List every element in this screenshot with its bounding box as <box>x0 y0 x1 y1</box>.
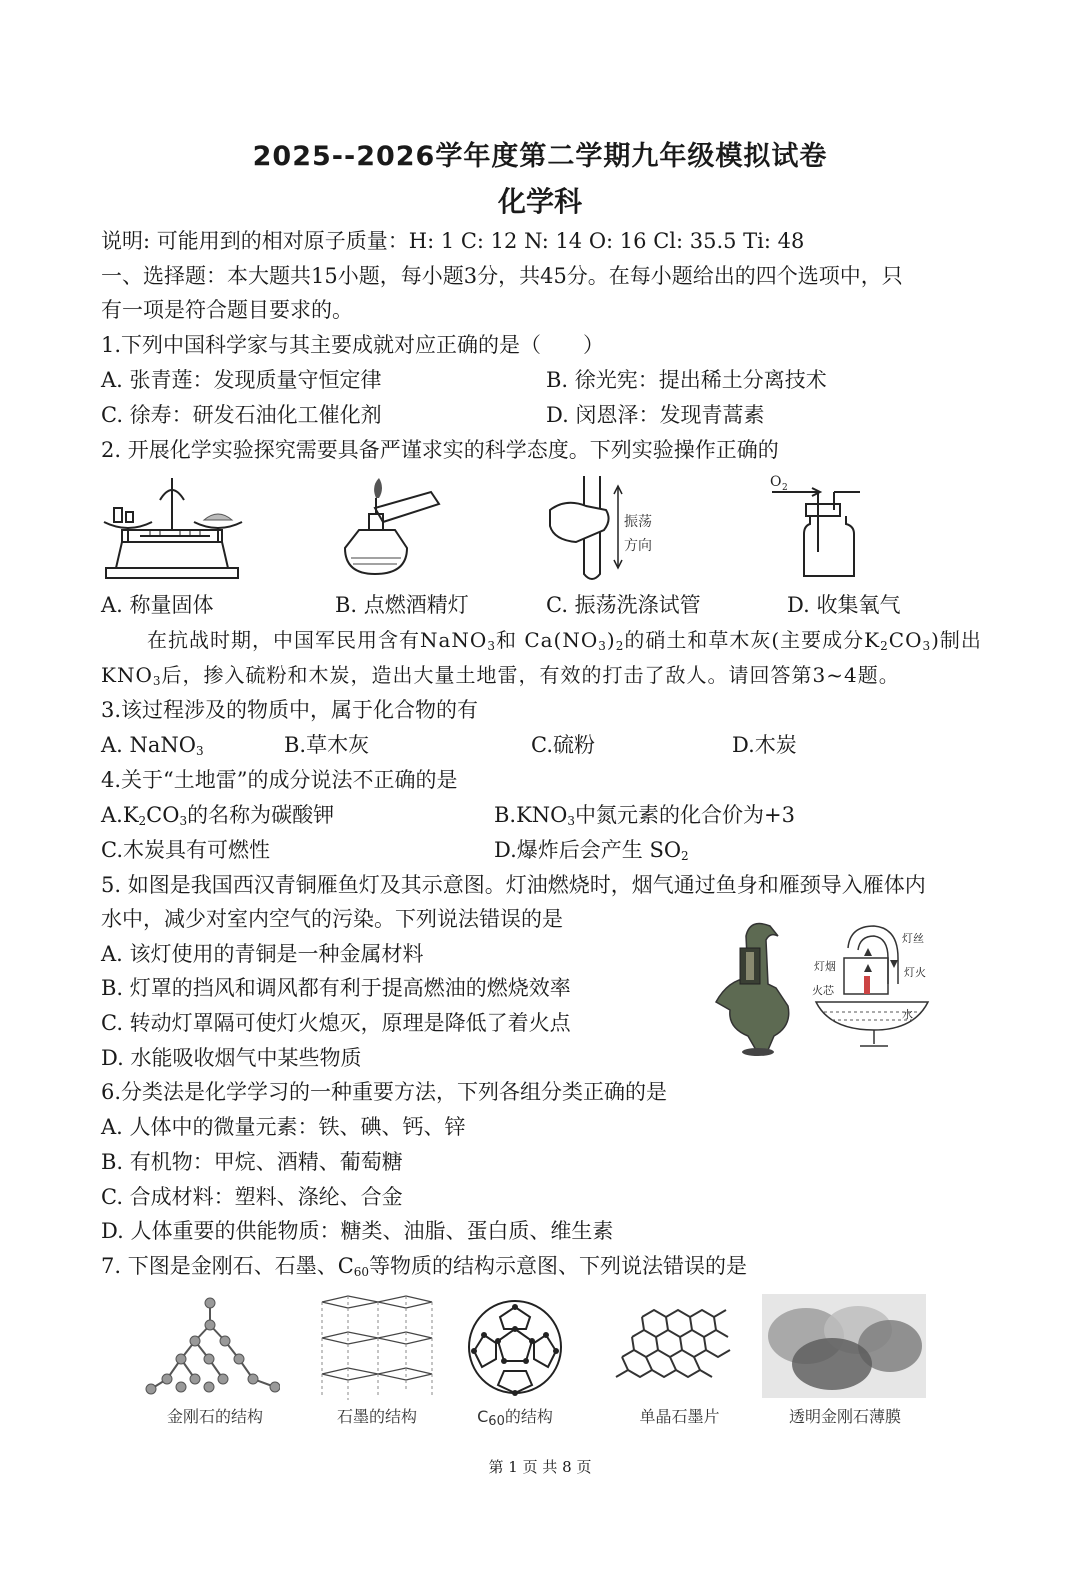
q2-option-c: C. 振荡洗涤试管 <box>546 593 701 617</box>
section-header-line2: 有一项是符合题目要求的。 <box>101 298 353 322</box>
q2-fig-c-label1: 振荡 <box>624 514 652 530</box>
q1-option-d: D. 闵恩泽：发现青蒿素 <box>546 403 765 427</box>
exam-title: 2025--2026学年度第二学期九年级模拟试卷 <box>252 141 828 172</box>
q5-option-b: B. 灯罩的挡风和调风都有利于提高燃油的燃烧效率 <box>101 976 571 1000</box>
q5-label-shui: 水 <box>902 1008 913 1021</box>
q2-stem: 2. 开展化学实验探究需要具备严谨求实的科学态度。下列实验操作正确的 <box>101 438 779 462</box>
q2-option-d: D. 收集氧气 <box>787 593 901 617</box>
graphite-structure-figure <box>318 1292 436 1404</box>
q3-option-d: D.木炭 <box>732 733 797 757</box>
q4-option-c: C.木炭具有可燃性 <box>101 838 270 862</box>
q1-option-b: B. 徐光宪：提出稀土分离技术 <box>546 368 827 392</box>
q4-stem: 4.关于“土地雷”的成分说法不正确的是 <box>101 768 458 792</box>
q6-stem: 6.分类法是化学学习的一种重要方法，下列各组分类正确的是 <box>101 1080 668 1104</box>
q2-fig-d-label: O <box>770 474 782 490</box>
q5-label-denghuo: 灯火 <box>904 966 926 979</box>
note-line: 说明: 可能用到的相对原子质量：H: 1 C: 12 N: 14 O: 16 Cl: 35.5 Ti: 48 <box>101 229 805 253</box>
c60-structure-figure <box>460 1295 570 1400</box>
q1-stem: 1.下列中国科学家与其主要成就对应正确的是（ ） <box>101 333 605 357</box>
q7-caption-c60: $C_{60}$的结构 <box>477 1407 553 1429</box>
q5-label-huoxin: 火芯 <box>812 984 834 997</box>
q6-option-b: B. 有机物：甲烷、酒精、葡萄糖 <box>101 1150 403 1174</box>
q1-option-c: C. 徐寿：研发石油化工催化剂 <box>101 403 382 427</box>
q6-option-a: A. 人体中的微量元素：铁、碘、钙、锌 <box>101 1115 466 1139</box>
gas-bottle-figure <box>768 470 868 585</box>
q2-option-a: A. 称量固体 <box>101 593 214 617</box>
passage-line2: $KNO_3$后，掺入硫粉和木炭，造出大量土地雷，有效的打击了敌人。请回答第3~4题。 <box>101 663 900 688</box>
graphene-figure <box>612 1297 744 1397</box>
bronze-lamp-figure <box>708 918 808 1058</box>
q2-option-b: B. 点燃酒精灯 <box>335 593 469 617</box>
q5-option-a: A. 该灯使用的青铜是一种金属材料 <box>101 942 424 966</box>
q7-stem: 7. 下图是金刚石、石墨、$C_{60}$等物质的结构示意图、下列说法错误的是 <box>101 1254 748 1279</box>
passage-line1: 在抗战时期，中国军民用含有NaNO$_3$和 $Ca(NO_3)_2$的硝土和草木灰(主要成分$K_2CO_3$)制出 <box>147 628 982 653</box>
q5-option-d: D. 水能吸收烟气中某些物质 <box>101 1046 362 1070</box>
section-header-line1: 一、选择题：本大题共15小题，每小题3分，共45分。在每小题给出的四个选项中，只 <box>101 264 903 288</box>
q5-stem-line2: 水中，减少对室内空气的污染。下列说法错误的是 <box>101 907 563 931</box>
q3-stem: 3.该过程涉及的物质中，属于化合物的有 <box>101 698 479 722</box>
shake-tube-figure <box>546 470 666 585</box>
q6-option-c: C. 合成材料：塑料、涤纶、合金 <box>101 1185 403 1209</box>
q7-caption-diamond-film: 透明金刚石薄膜 <box>788 1407 901 1426</box>
q3-option-c: C.硫粉 <box>531 733 595 757</box>
lamp-diagram-figure <box>810 918 950 1053</box>
q7-caption-graphene: 单晶石墨片 <box>639 1407 720 1426</box>
subject-title: 化学科 <box>497 185 582 218</box>
q2-fig-c-label2: 方向 <box>624 538 652 554</box>
q7-caption-graphite: 石墨的结构 <box>336 1407 417 1426</box>
q2-fig-d-sub: 2 <box>782 483 788 493</box>
page-footer: 第 1 页 共 8 页 <box>488 1458 592 1476</box>
q4-option-d: D.爆炸后会产生 $SO_2$ <box>494 838 689 863</box>
q6-option-d: D. 人体重要的供能物质：糖类、油脂、蛋白质、维生素 <box>101 1219 614 1243</box>
alcohol-lamp-figure <box>335 478 445 578</box>
q5-label-dengyan: 灯烟 <box>814 960 836 973</box>
q1-option-a: A. 张青莲：发现质量守恒定律 <box>101 368 382 392</box>
q7-caption-diamond: 金刚石的结构 <box>166 1407 263 1426</box>
q4-option-b: $B.KNO_3$中氮元素的化合价为+3 <box>494 803 795 828</box>
q4-option-a: $A.K_2CO_3$的名称为碳酸钾 <box>101 803 335 828</box>
q5-option-c: C. 转动灯罩隔可使灯火熄灭，原理是降低了着火点 <box>101 1011 571 1035</box>
q3-option-a: A. NaNO$_3$ <box>101 733 204 758</box>
q3-option-b: B.草木灰 <box>284 733 370 757</box>
balance-figure <box>100 470 245 582</box>
diamond-structure-figure <box>145 1295 280 1400</box>
q5-label-dengsi: 灯丝 <box>902 932 924 945</box>
q5-stem-line1: 5. 如图是我国西汉青铜雁鱼灯及其示意图。灯油燃烧时，烟气通过鱼身和雁颈导入雁体内 <box>101 873 926 897</box>
diamond-film-figure <box>762 1294 926 1398</box>
